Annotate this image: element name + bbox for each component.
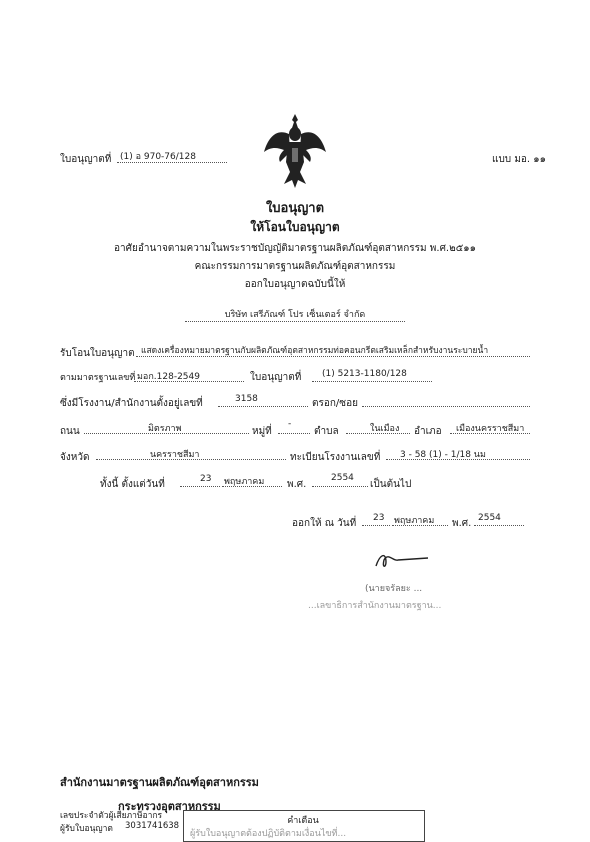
effective-label: ทั้งนี้ ตั้งแต่วันที่ (100, 479, 165, 490)
tambon-label: ตำบล (314, 426, 339, 437)
notice-text: ผู้รับใบอนุญาตต้องปฏิบัติตามเงื่อนไขที่... (190, 829, 347, 839)
effective-year: 2554 (331, 473, 354, 483)
effective-month: พฤษภาคม (224, 477, 265, 487)
alley-label: ตรอก/ซอย (312, 398, 358, 409)
transfer-value: แสดงเครื่องหมายมาตรฐานกับผลิตภัณฑ์อุตสาหกรรมท่อคอนกรีตเสริมเหล็กสำหรับงานระบายน้ำ (141, 346, 489, 356)
transfer-label: รับโอนใบอนุญาต (60, 348, 135, 359)
factory-value: 3158 (235, 394, 258, 404)
moo-line (278, 433, 310, 434)
license-line (312, 381, 432, 382)
transfer-line (136, 356, 530, 357)
effective-suffix: เป็นต้นไป (370, 479, 412, 490)
issued-year: 2554 (478, 513, 501, 523)
amphoe-line (450, 433, 530, 434)
company-line (185, 321, 405, 322)
issued-month-line (392, 525, 448, 526)
issued-month: พฤษภาคม (394, 516, 435, 526)
taxid-label-2: ผู้รับใบอนุญาต (60, 824, 113, 834)
license-value: (1) 5213-1180/128 (322, 369, 407, 379)
garuda-emblem (262, 110, 328, 190)
ministry-name: กระทรวงอุตสาหกรรม (118, 800, 221, 813)
license-no-label: ใบอนุญาตที่ (60, 154, 112, 165)
tambon-value: ในเมือง (370, 424, 400, 434)
signature-name: (นายจรัลยะ ... (365, 584, 423, 594)
issued-year-line (474, 525, 524, 526)
reg-line (386, 459, 530, 460)
issued-be-label: พ.ศ. (452, 518, 472, 529)
signature-scribble (372, 548, 432, 572)
province-line (96, 459, 286, 460)
reg-label: ทะเบียนโรงงานเลขที่ (290, 452, 381, 463)
factory-label: ซึ่งมีโรงงาน/สำนักงานตั้งอยู่เลขที่ (60, 398, 203, 409)
preamble-line-1: อาศัยอำนาจตามความในพระราชบัญญัติมาตรฐานผลิตภัณฑ์อุตสาหกรรม พ.ศ.๒๕๑๑ (114, 243, 476, 254)
standard-label: ตามมาตรฐานเลขที่ (60, 373, 136, 383)
preamble-line-2: คณะกรรมการมาตรฐานผลิตภัณฑ์อุตสาหกรรม (194, 261, 396, 272)
road-value: มิตรภาพ (148, 424, 182, 434)
effective-day: 23 (200, 474, 212, 484)
taxid-value: 3031741638 (125, 821, 180, 831)
taxid-label-1: เลขประจำตัวผู้เสียภาษีอากร (60, 811, 163, 821)
office-name: สำนักงานมาตรฐานผลิตภัณฑ์อุตสาหกรรม (60, 776, 259, 789)
moo-value: - (288, 419, 292, 429)
document-title: ใบอนุญาต (265, 201, 325, 216)
issued-day-line (362, 525, 390, 526)
province-label: จังหวัด (60, 452, 90, 463)
amphoe-label: อำเภอ (414, 426, 442, 437)
province-value: นครราชสีมา (150, 450, 200, 460)
form-code: แบบ มอ. ๑๑ (492, 154, 546, 165)
standard-line (134, 381, 244, 382)
factory-line (218, 406, 308, 407)
license-no-value: (1) อ 970-76/128 (120, 152, 196, 162)
document-subtitle: ให้โอนใบอนุญาต (250, 220, 340, 234)
effective-year-line (312, 486, 368, 487)
alley-line (362, 406, 530, 407)
amphoe-value: เมืองนครราชสีมา (456, 424, 525, 434)
standard-value: มอก.128-2549 (137, 372, 200, 382)
reg-value: 3 - 58 (1) - 1/18 นม (400, 450, 486, 460)
tambon-line (346, 433, 410, 434)
issued-label: ออกให้ ณ วันที่ (292, 518, 357, 529)
notice-title: คำเตือน (287, 816, 319, 826)
license-label: ใบอนุญาตที่ (250, 372, 302, 383)
road-line (84, 433, 249, 434)
signature-title: ...เลขาธิการสำนักงานมาตรฐาน... (308, 601, 442, 611)
effective-month-line (222, 486, 282, 487)
preamble-line-3: ออกใบอนุญาตฉบับนี้ให้ (244, 279, 346, 290)
moo-label: หมู่ที่ (252, 426, 272, 437)
effective-be-label: พ.ศ. (287, 479, 307, 490)
issued-day: 23 (373, 513, 385, 523)
company-name: บริษัท เสรีภัณฑ์ โปร เซ็นเตอร์ จำกัด (224, 310, 366, 320)
road-label: ถนน (60, 426, 80, 437)
license-no-line (117, 162, 227, 163)
effective-day-line (180, 486, 220, 487)
